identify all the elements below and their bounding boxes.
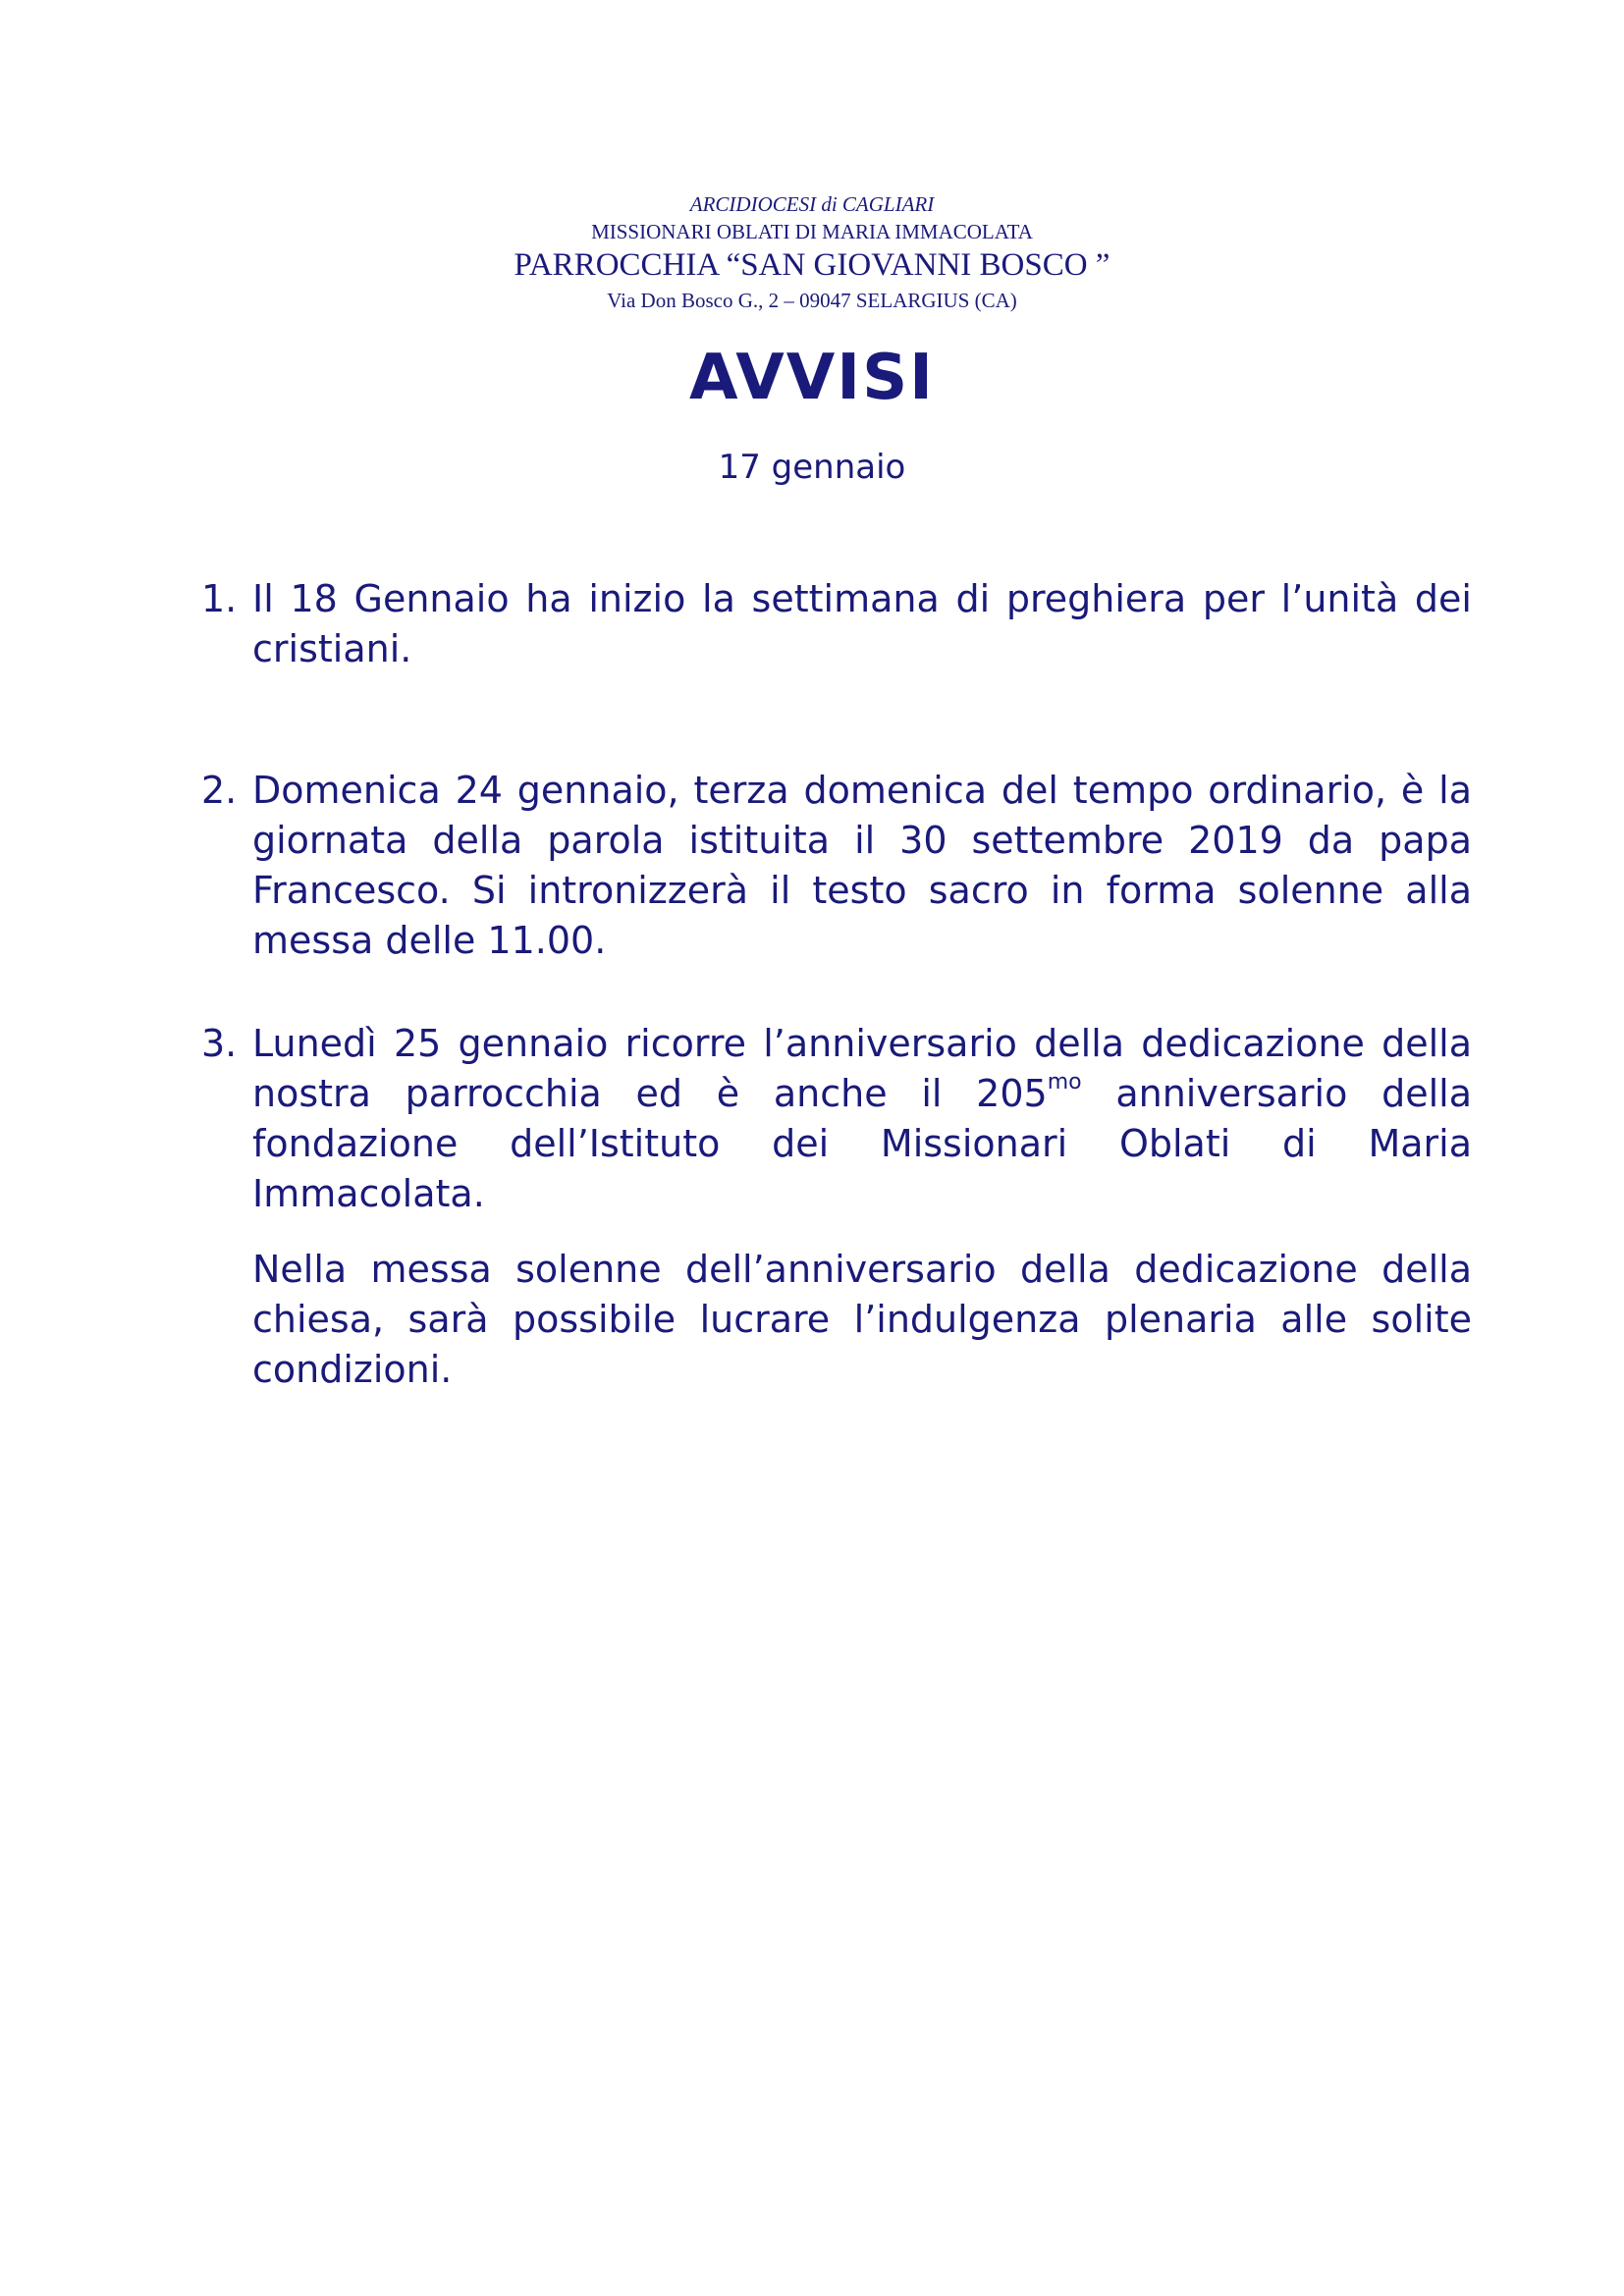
letterhead-address: Via Don Bosco G., 2 – 09047 SELARGIUS (CA) [607,289,1017,312]
notice-text-part: anniversario della fondazione dell’Istituto dei Missionari Oblati di Maria Immacolata. [252,1072,1472,1215]
letterhead-parish: PARROCCHIA “SAN GIOVANNI BOSCO ” [514,247,1110,283]
notice-item-3 [201,1019,1472,1219]
notice-number: 3. [201,1022,238,1065]
notice-text: Domenica 24 gennaio, terza domenica del tempo ordinario, è la giornata della parola istituita il 30 settembre 2019 da papa Francesco. Si intronizzerà il testo sacro in forma solenne alla messa delle 11.00. [252,769,1472,962]
notice-text: Il 18 Gennaio ha inizio la settimana di preghiera per l’unità dei cristiani. [252,577,1472,670]
letterhead-diocese: ARCIDIOCESI di CAGLIARI [689,192,935,216]
notice-text [252,1019,1472,1219]
notice-date: 17 gennaio [718,448,906,487]
notice-number: 2. [201,769,238,812]
notice-item-2 [201,766,1472,966]
notice-3-second-paragraph: Nella messa solenne dell’anniversario della dedicazione della chiesa, sarà possibile lucrare l’indulgenza plenaria alle solite condizioni. [252,1248,1472,1391]
ordinal-superscript: mo [1047,1070,1082,1095]
notice-number: 1. [201,577,238,620]
letterhead-order: MISSIONARI OBLATI DI MARIA IMMACOLATA [591,220,1033,243]
notice-text-part: Lunedì 25 gennaio ricorre l’anniversario della dedicazione della nostra parrocchia ed è anche il 205 [252,1022,1472,1115]
notice-item-1 [201,574,1472,674]
page-title: AVVISI [689,342,935,414]
